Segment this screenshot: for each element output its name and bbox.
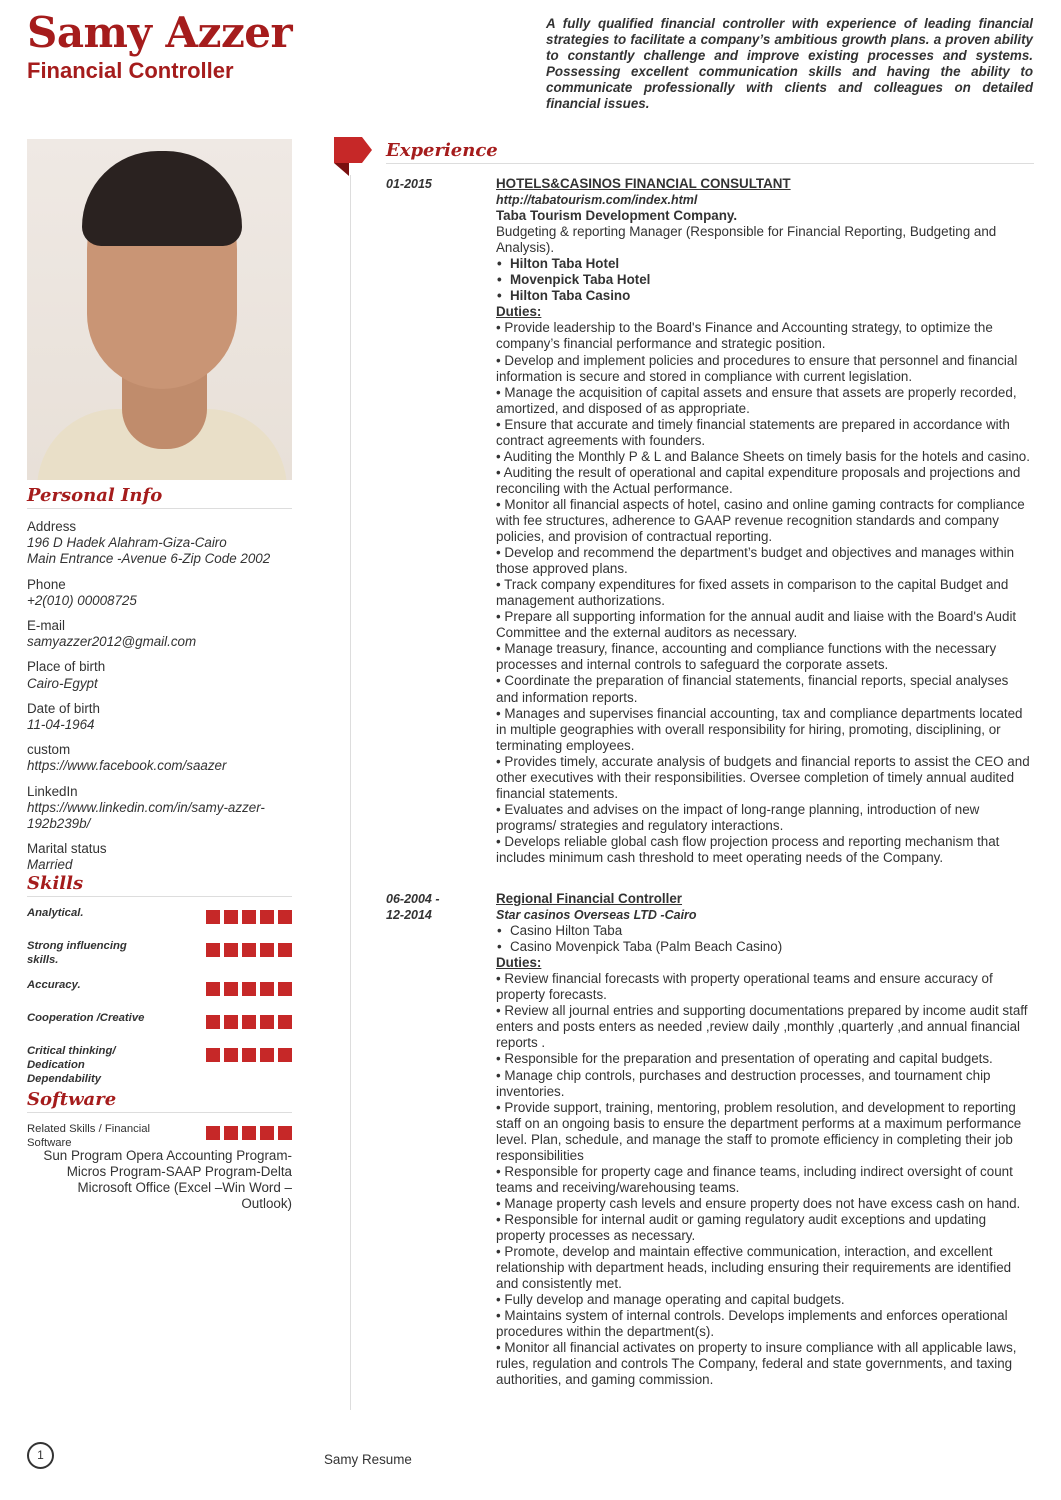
rating-square xyxy=(260,1048,274,1062)
rating-square xyxy=(260,910,274,924)
info-field xyxy=(27,577,292,609)
experience-heading: Experience xyxy=(386,140,1034,164)
software-list: Sun Program Opera Accounting Program-Micros Program-SAAP Program-Delta Microsoft Office (Excel –Win Word –Outlook) xyxy=(43,1148,292,1211)
info-field xyxy=(27,841,292,873)
rating-square xyxy=(260,1015,274,1029)
rating-square xyxy=(224,982,238,996)
duty-text: Develops reliable global cash flow projection process and reporting mechanism that includes minimum cash threshold to meet operating needs of the Company. xyxy=(496,833,1000,865)
duties-label: Duties: xyxy=(496,304,542,320)
duty-text: Evaluates and advises on the impact of long-range planning, introduction of new programs/ strategies and regulatory interactions. xyxy=(496,801,980,833)
info-field xyxy=(27,519,292,568)
skill-name: Critical thinking/ Dedication Dependability xyxy=(27,1045,116,1085)
rating-square xyxy=(206,943,220,957)
job-body xyxy=(496,891,1034,1388)
company-url: http://tabatourism.com/index.html xyxy=(496,193,698,208)
rating-square xyxy=(278,1126,292,1140)
duty-item: • Develop and recommend the department’s budget and objectives and manages within those approved plans. xyxy=(496,545,1015,577)
page-number: 1 xyxy=(27,1442,54,1469)
duty-item: • Provide leadership to the Board's Finance and Accounting strategy, to optimize the company’s financial performance and strategic position. xyxy=(496,320,993,352)
rating-square xyxy=(278,1015,292,1029)
skills-heading: Skills xyxy=(27,873,292,897)
units-list xyxy=(496,923,1034,955)
duty-item: • Evaluates and advises on the impact of long-range planning, introduction of new programs/ strategies and regulatory interactions. xyxy=(496,801,980,833)
duty-item: • Manage property cash levels and ensure property does not have excess cash on hand. xyxy=(496,1195,1021,1211)
info-value: +2(010) 00008725 xyxy=(27,592,137,608)
duty-text: Responsible for the preparation and presentation of operating and capital budgets. xyxy=(504,1051,993,1067)
skill-rating xyxy=(206,910,292,928)
profile-photo xyxy=(27,139,292,480)
duty-item: • Provides timely, accurate analysis of budgets and financial reports to assist the CEO and other executives with their responsibilities. Oversee completion of timely annual audited financial statements. xyxy=(496,753,1030,801)
software-section xyxy=(27,1122,292,1212)
info-label: Address xyxy=(27,519,77,534)
info-label: Place of birth xyxy=(27,659,106,675)
duty-text: Fully develop and manage operating and capital budgets. xyxy=(504,1292,845,1308)
skill-item xyxy=(27,1044,292,1086)
rating-square xyxy=(278,1048,292,1062)
ribbon-icon xyxy=(334,137,374,177)
duty-item: • Develop and implement policies and procedures to ensure that personnel and financial information is secure and stored in compliance with current legislation. xyxy=(496,352,1018,384)
info-value: 11-04-1964 xyxy=(27,717,95,733)
job-body xyxy=(496,176,1034,866)
rating-square xyxy=(242,1048,256,1062)
duty-text: Track company expenditures for fixed assets in comparison to the capital Budget and management authorizations. xyxy=(496,577,1009,609)
duty-item: • Monitor all financial activates on property to insure compliance with all applicable laws, rules, regulation and controls The Company, federal and state governments, and taxing authorities, and gaming commission. xyxy=(496,1340,1017,1388)
rating-square xyxy=(260,982,274,996)
duty-text: Responsible for property cage and finance teams, including indirect oversight of count teams and receiving/warehousing teams. xyxy=(496,1163,1013,1195)
duty-text: Promote, develop and maintain effective communication, interaction, and excellent relationship with department heads, including ensuring their requirements are identified and consistently met. xyxy=(496,1244,1012,1292)
rating-square xyxy=(224,910,238,924)
duty-item: • Prepare all supporting information for the annual audit and liaise with the Board's Audit Committee and the external auditors as necessary. xyxy=(496,609,1017,641)
rating-square xyxy=(242,910,256,924)
candidate-title: Financial Controller xyxy=(27,58,234,83)
candidate-name: Samy Azzer xyxy=(27,8,293,57)
rating-square xyxy=(224,943,238,957)
job-date: 06-2004 - 12-2014 xyxy=(386,892,440,923)
software-rating xyxy=(206,1126,292,1150)
duty-text: Develop and implement policies and procedures to ensure that personnel and financial information is secure and stored in compliance with current legislation. xyxy=(496,352,1018,384)
skill-rating xyxy=(206,1048,292,1086)
duty-text: Develop and recommend the department’s budget and objectives and manages within those approved plans. xyxy=(496,545,1015,577)
info-value: Married xyxy=(27,857,73,873)
rating-square xyxy=(278,910,292,924)
rating-square xyxy=(224,1048,238,1062)
rating-square xyxy=(206,1048,220,1062)
duty-item: • Manage treasury, finance, accounting and compliance functions with the necessary processes and internal controls to safeguard the corporate assets. xyxy=(496,641,997,673)
rating-square xyxy=(206,1126,220,1140)
rating-square xyxy=(242,1126,256,1140)
job-date: 01-2015 xyxy=(386,177,432,191)
rating-square xyxy=(224,1015,238,1029)
info-label: custom xyxy=(27,742,71,758)
info-value: samyazzer2012@gmail.com xyxy=(27,634,197,650)
info-label: Date of birth xyxy=(27,700,100,716)
duty-item: • Responsible for property cage and finance teams, including indirect oversight of count teams and receiving/warehousing teams. xyxy=(496,1163,1013,1195)
duty-item: • Promote, develop and maintain effective communication, interaction, and excellent relationship with department heads, including ensuring their requirements are identified and consistently met. xyxy=(496,1244,1012,1292)
rating-square xyxy=(206,982,220,996)
info-field xyxy=(27,701,292,733)
duty-text: Review all journal entries and supporting documentations prepared by income audit staff enters and posts enters as needed ,review daily ,monthly ,quarterly ,and annual financial reports . xyxy=(496,1003,1028,1051)
skill-name: Cooperation /Creative xyxy=(27,1012,145,1024)
unit-item: • Movenpick Taba Hotel xyxy=(496,272,1034,288)
rating-square xyxy=(224,1126,238,1140)
duty-item: • Coordinate the preparation of financial statements, financial reports, special analyses and information reports. xyxy=(496,673,1009,705)
duty-text: Provide leadership to the Board's Finance and Accounting strategy, to optimize the company’s financial performance and strategic position. xyxy=(496,320,993,352)
duty-item: • Manages and supervises financial accounting, tax and compliance departments located in multiple geographies with overall responsibility for hiring, promoting, disciplining, or terminating employees. xyxy=(496,705,1023,753)
duty-text: Provide support, training, mentoring, problem resolution, and development to reporting staff on an ongoing basis to ensure the department performs at a maximum performance level. Plan, schedule, and manage the staff to promote efficiency in completing their job responsibilities xyxy=(496,1099,1022,1163)
info-field xyxy=(27,784,292,833)
duty-text: Prepare all supporting information for the annual audit and liaise with the Board's Audit Committee and the external auditors as necessary. xyxy=(496,609,1017,641)
rating-square xyxy=(206,1015,220,1029)
duty-text: Manage chip controls, purchases and destruction processes, and tournament chip inventories. xyxy=(496,1067,991,1099)
job-entry xyxy=(386,176,1034,866)
duty-item: • Maintains system of internal controls. Develops implements and enforces operational procedures within the department(s). xyxy=(496,1308,1008,1340)
duty-text: Responsible for internal audit or gaming regulatory audit exceptions and updating property processes as necessary. xyxy=(496,1211,987,1243)
units-list xyxy=(496,256,1034,304)
footer-label: Samy Resume xyxy=(324,1452,412,1467)
info-label: LinkedIn xyxy=(27,783,78,799)
skill-rating xyxy=(206,943,292,967)
unit-item: • Hilton Taba Casino xyxy=(496,288,1034,304)
skill-rating xyxy=(206,1015,292,1033)
duty-item: • Fully develop and manage operating and capital budgets. xyxy=(496,1292,845,1308)
duty-text: Manage treasury, finance, accounting and compliance functions with the necessary processes and internal controls to safeguard the corporate assets. xyxy=(496,641,997,673)
skill-item xyxy=(27,1011,292,1033)
duty-item: • Auditing the result of operational and capital expenditure proposals and projections and reconciling with the Actual performance. xyxy=(496,464,1021,496)
info-field xyxy=(27,618,292,650)
rating-square xyxy=(260,1126,274,1140)
duty-item: • Responsible for the preparation and presentation of operating and capital budgets. xyxy=(496,1051,993,1067)
duty-item: • Develops reliable global cash flow projection process and reporting mechanism that includes minimum cash threshold to meet operating needs of the Company. xyxy=(496,833,1000,865)
duty-text: Manage the acquisition of capital assets and ensure that assets are properly recorded, amortized, and disposed of as appropriate. xyxy=(496,384,1017,416)
info-value: 196 D Hadek Alahram-Giza-Cairo Main Entrance -Avenue 6-Zip Code 2002 xyxy=(27,535,271,567)
rating-square xyxy=(242,943,256,957)
duty-text: Ensure that accurate and timely financial statements are prepared in accordance with contract agreements with founders. xyxy=(496,416,1010,448)
unit-item: • Hilton Taba Hotel xyxy=(496,256,1034,272)
software-heading: Software xyxy=(27,1089,292,1113)
duty-text: Auditing the Monthly P & L and Balance Sheets on timely basis for the hotels and casino. xyxy=(503,448,1030,464)
unit-item: • Casino Hilton Taba xyxy=(496,923,1034,939)
rating-square xyxy=(260,943,274,957)
personal-info xyxy=(27,519,292,883)
duty-item: • Review all journal entries and supporting documentations prepared by income audit staff enters and posts enters as needed ,review daily ,monthly ,quarterly ,and annual financial reports . xyxy=(496,1003,1028,1051)
duty-item: • Ensure that accurate and timely financial statements are prepared in accordance with contract agreements with founders. xyxy=(496,416,1010,448)
info-value: Cairo-Egypt xyxy=(27,675,98,691)
skill-item xyxy=(27,906,292,928)
duty-text: Manages and supervises financial accounting, tax and compliance departments located in multiple geographies with overall responsibility for hiring, promoting, disciplining, or terminating employees. xyxy=(496,705,1023,753)
job-title: Regional Financial Controller xyxy=(496,891,683,906)
skill-rating xyxy=(206,982,292,1000)
duty-item: • Review financial forecasts with property operational teams and ensure accuracy of property forecasts. xyxy=(496,971,993,1003)
skill-name: Strong influencing skills. xyxy=(27,940,127,966)
duty-text: Review financial forecasts with property operational teams and ensure accuracy of property forecasts. xyxy=(496,971,993,1003)
rating-square xyxy=(242,982,256,996)
info-field xyxy=(27,742,292,774)
info-label: E-mail xyxy=(27,618,65,634)
info-field xyxy=(27,659,292,691)
company-name: Star casinos Overseas LTD -Cairo xyxy=(496,908,697,923)
rating-square xyxy=(206,910,220,924)
timeline-divider xyxy=(350,175,351,1410)
duty-item: • Monitor all financial aspects of hotel, casino and online gaming contracts for compliance with fee structures, adherence to GAAP revenue recognition standards and company policies, and provision of contractual reporting. xyxy=(496,496,1025,545)
duty-item: • Manage the acquisition of capital assets and ensure that assets are properly recorded, amortized, and disposed of as appropriate. xyxy=(496,384,1017,416)
duty-item: • Track company expenditures for fixed assets in comparison to the capital Budget and management authorizations. xyxy=(496,577,1009,609)
rating-square xyxy=(242,1015,256,1029)
info-value: https://www.linkedin.com/in/samy-azzer-192b239b/ xyxy=(27,799,265,832)
duty-item: • Manage chip controls, purchases and destruction processes, and tournament chip inventories. xyxy=(496,1067,991,1099)
skills-list xyxy=(27,906,292,1097)
skill-item xyxy=(27,978,292,1000)
duty-text: Monitor all financial activates on property to insure compliance with all applicable laws, rules, regulation and controls The Company, federal and state governments, and taxing authorities, and gaming commission. xyxy=(496,1340,1017,1388)
skill-name: Analytical. xyxy=(27,907,84,919)
info-value: https://www.facebook.com/saazer xyxy=(27,758,227,774)
rating-square xyxy=(278,943,292,957)
duty-item: • Auditing the Monthly P & L and Balance Sheets on timely basis for the hotels and casino. xyxy=(496,448,1030,464)
duties-label: Duties: xyxy=(496,955,542,971)
personal-info-heading: Personal Info xyxy=(27,485,292,509)
info-label: Phone xyxy=(27,576,66,592)
rating-square xyxy=(278,982,292,996)
duty-item: • Responsible for internal audit or gaming regulatory audit exceptions and updating property processes as necessary. xyxy=(496,1211,987,1243)
info-label: Marital status xyxy=(27,841,107,857)
duty-text: Manage property cash levels and ensure property does not have excess cash on hand. xyxy=(504,1195,1021,1211)
duty-text: Coordinate the preparation of financial statements, financial reports, special analyses and information reports. xyxy=(496,673,1009,705)
job-title: HOTELS&CASINOS FINANCIAL CONSULTANT xyxy=(496,176,791,191)
job-role: Budgeting & reporting Manager (Responsible for Financial Reporting, Budgeting and Analysis). xyxy=(496,224,997,256)
job-entry xyxy=(386,891,1034,1388)
duty-text: Provides timely, accurate analysis of budgets and financial reports to assist the CEO and other executives with their responsibilities. Oversee completion of timely annual audited financial statements. xyxy=(496,753,1030,801)
skill-item xyxy=(27,939,292,967)
unit-item: • Casino Movenpick Taba (Palm Beach Casino) xyxy=(496,939,1034,955)
duty-text: Maintains system of internal controls. Develops implements and enforces operational procedures within the department(s). xyxy=(496,1308,1008,1340)
skill-name: Accuracy. xyxy=(27,979,81,991)
software-skill-name: Related Skills / Financial Software xyxy=(27,1123,151,1149)
duty-text: Auditing the result of operational and capital expenditure proposals and projections and reconciling with the Actual performance. xyxy=(496,464,1021,496)
company-name: Taba Tourism Development Company. xyxy=(496,208,738,224)
duty-item: • Provide support, training, mentoring, problem resolution, and development to reporting staff on an ongoing basis to ensure the department performs at a maximum performance level. Plan, schedule, and manage the staff to promote efficiency in completing their job responsibilities xyxy=(496,1099,1022,1163)
duty-text: Monitor all financial aspects of hotel, casino and online gaming contracts for compliance with fee structures, adherence to GAAP revenue recognition standards and company policies, and provision of contractual reporting. xyxy=(496,496,1025,545)
summary: A fully qualified financial controller with experience of leading financial strategies to facilitate a company’s ambitious growth plans. a proven ability to constantly challenge and improve existing processes and systems. Possessing excellent communication skills and having the ability to communicate professionally with clients and colleagues on detailed financial issues. xyxy=(546,16,1033,111)
